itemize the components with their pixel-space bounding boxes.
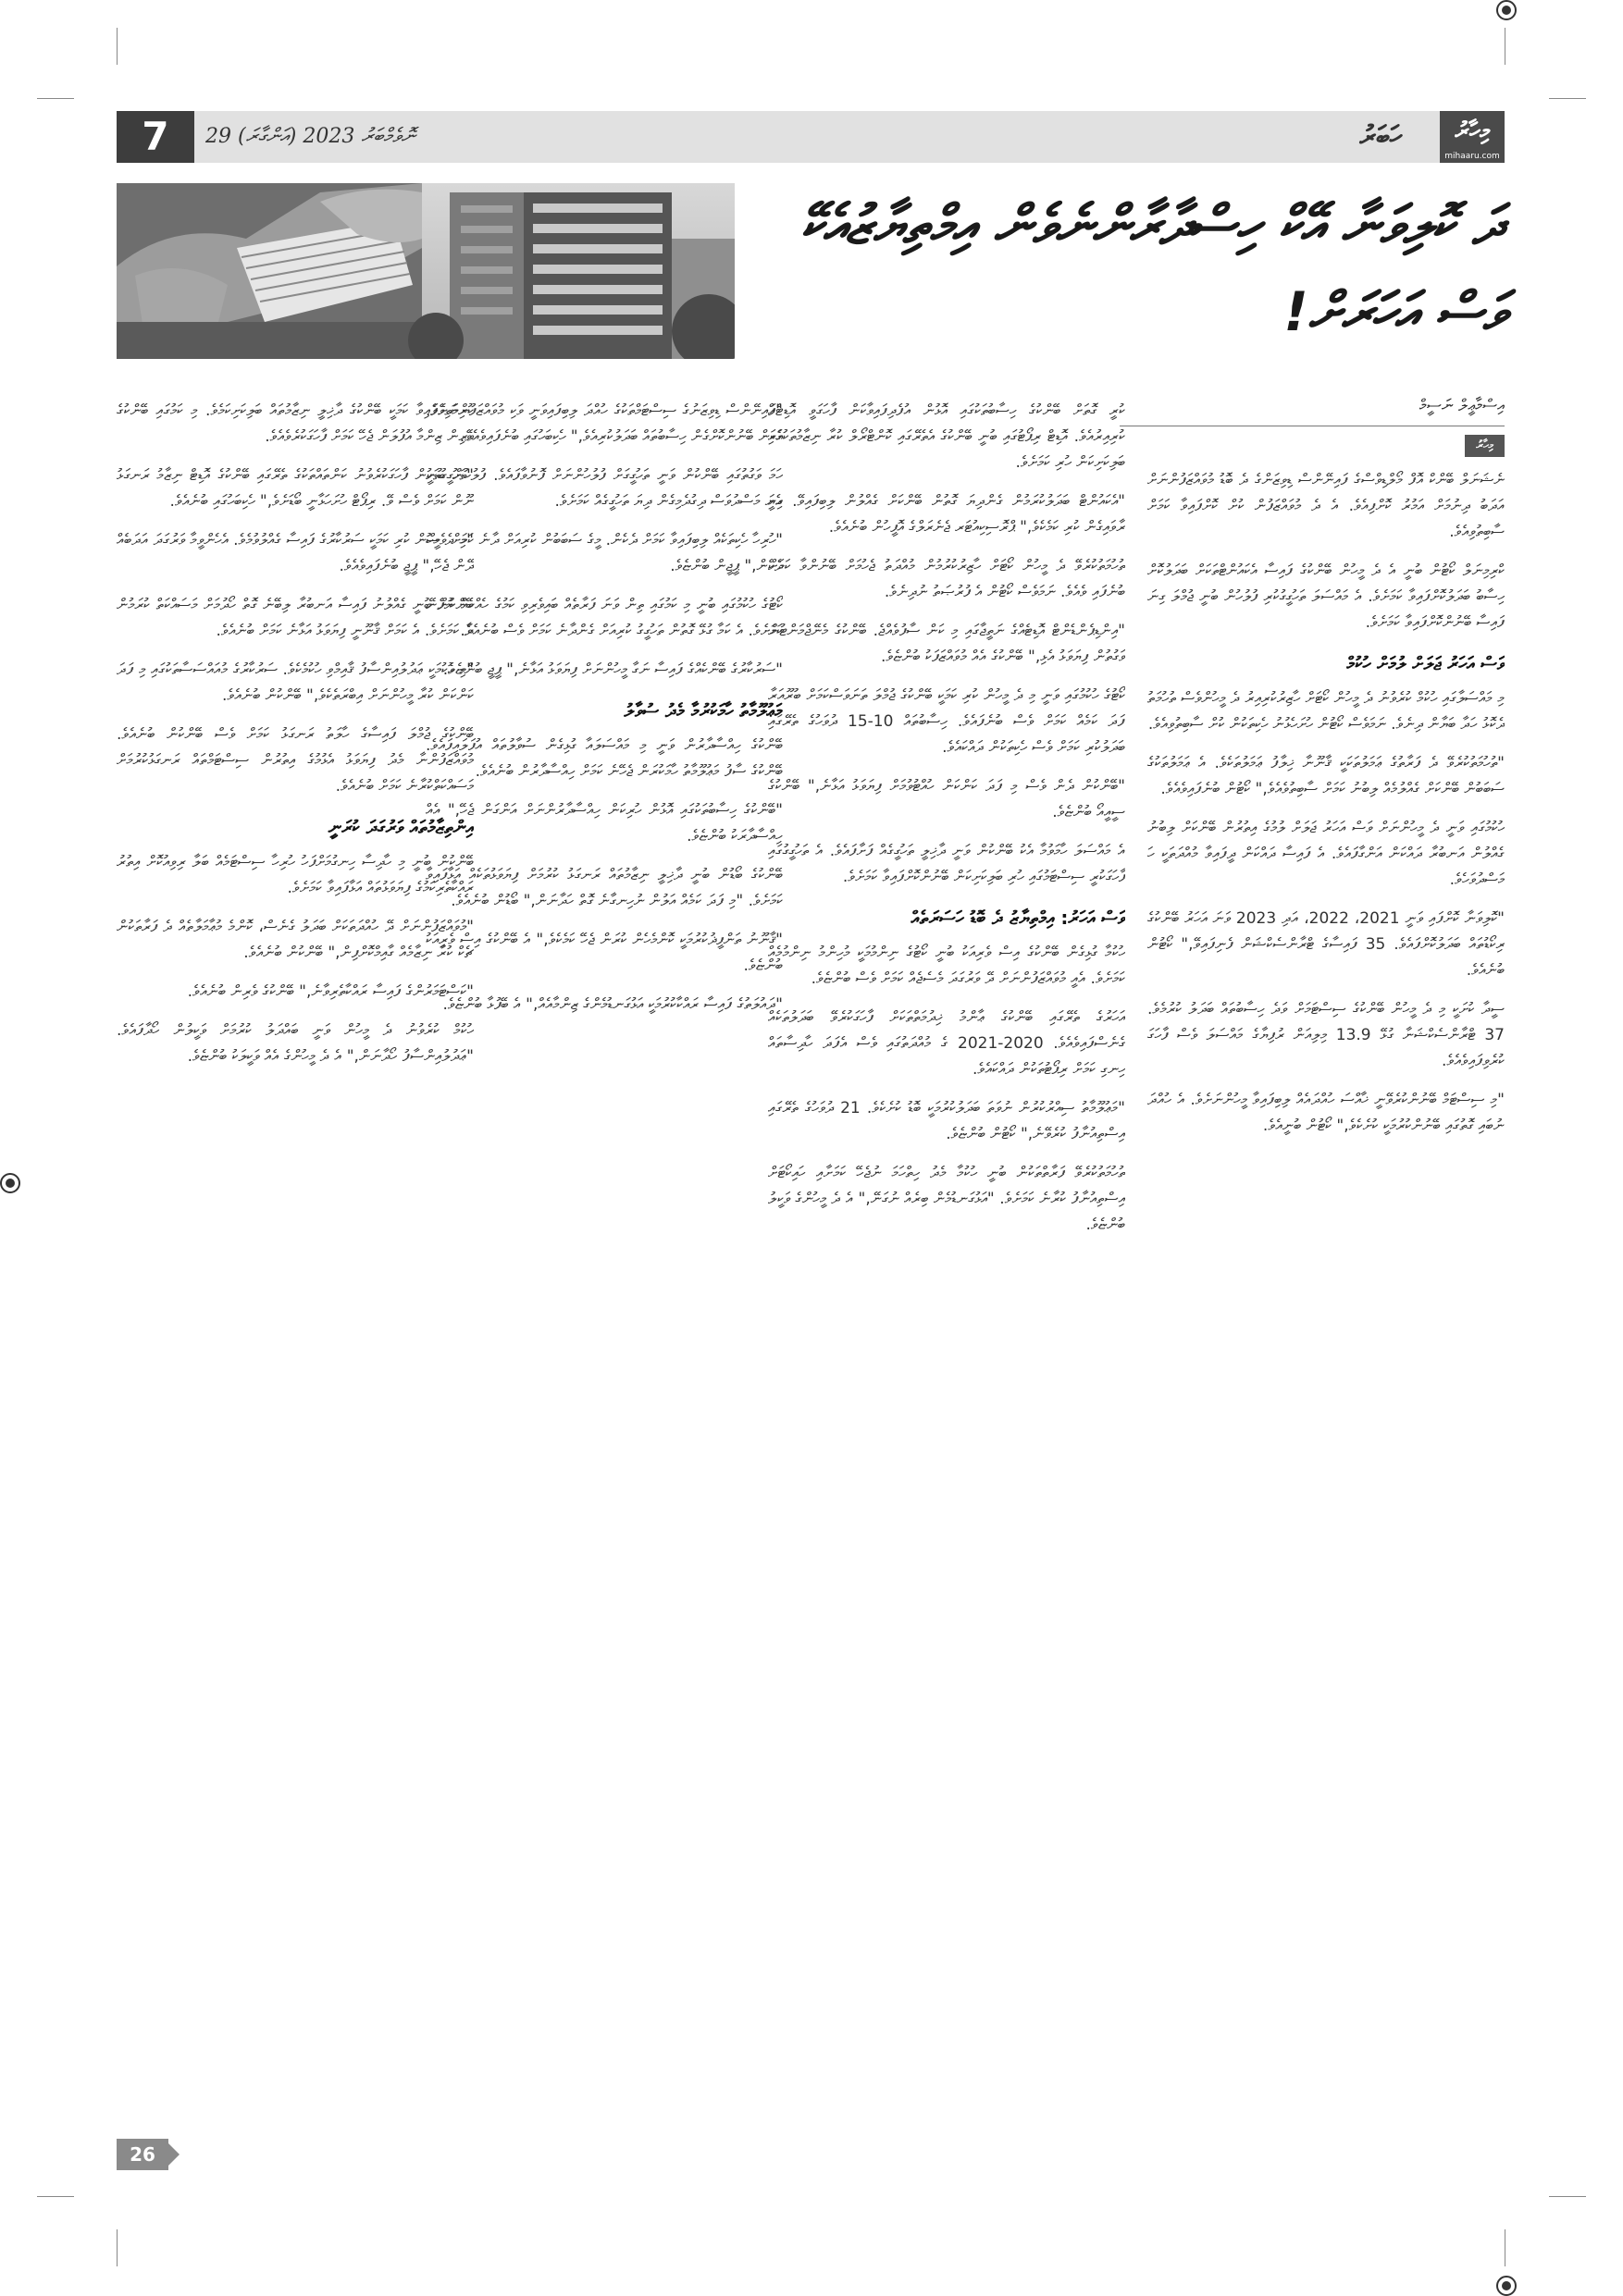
paragraph: ތުހުމަތުކުރެވޭ ދެ މީހުން ކޯޓަށް ހާޒިރުކުރުމުން މުއްދަތު ޖެހުމަށް ބޭނުންވާ ކަމަށް ބުނެފައި ވެއެވެ. ނަމަވެސް ކޯޓުން އެ ފުރުޞަތު ނުދިނެވެ. [768,557,1125,601]
photo-illustration [117,183,735,359]
section-name: ހަބަރު [1359,120,1403,153]
paragraph: ހަމަ ވަގުތުގައި ބޭންކުން ވަނީ ތަހުގީގަށް ފުލުހުންނަށް ފޮނުވާފައެވެ. ފުލުހުން ބުނީ ގިނަ މަސްދުވަސް ދިގުދެމިގެން ދިޔަ ތަހުގީގެއް ކަމަށެވެ. [426,466,783,511]
paragraph: ބޭންކުގެ ޖުމްލަ ފައިސާގެ ހާލަތު ރަނގަޅު ކަމަށް ވެސް ބޭންކުން ބުނެއެވެ. މުވައްޒަފުންނާ މެދު ފިޔަވަޅު އެޅުމުގެ އިތުރުން ސިސްޓަމްތައް ރަނގަޅުކުރުމަށް މަސައްކަތްކުރާނެ ކަމަށް ބުނެއެވެ. [117,725,474,796]
article-column-1 [1147,467,1505,2128]
paragraph: ބޭންކުގެ ބޯޑުން ބުނީ ދާޚިލީ ނިޒާމުތައް ރަނގަޅު ކުރުމަށް ފިޔަވަޅުތަކެއް އަޅާފައިވާ ކަމަށެވެ. "މި ފަދަ ކަމެއް އަލުން ނުހިނގާނެ ގޮތް ހަދާނަން," ބޯޑުން ބުނެއެވެ. [426,866,783,910]
paragraph: ތުހުމަތުކުރެވޭ ފަރާތްތަކުން ބުނީ ހުކުމާ މެދު ހިތްހަމަ ނުޖެހޭ ކަމަށާއި ހައިކޯޓަށް އިސްތިއުނާފު ކުރާނެ ކަމަށެވެ. "އަޅުގަނޑުމެން ބިރެއް ނުގަނޭ," އެ ދެ މީހުންގެ ވަކީލު ބުންޏެވެ. [768,1164,1125,1234]
article-column-3 [426,398,783,2128]
paragraph: ސީދާ ކުށަކީ މި ދެ މީހުން ބޭންކުގެ ސިސްޓަމަށް ވަދެ ހިސާބުތައް ބަދަލު ކުރުމެވެ. 37 ޓްރާންސެކްޝަނާ ގުޅޭ 13.9 މިލިއަން ރުފިޔާގެ މައްސަލަ ވެސް ފާހަގަ ކުރެވިފައިވެއެވެ. [1147,1000,1505,1070]
article-headline: ދަ ކޮލިވަނާ އޭކް ހިސްދާރާންނެވެން އިމްތިޔާޒުއެކޭ ވަސް އަހަރަށް! [800,193,1505,343]
logo-text: މިހާރު [1455,117,1490,145]
paragraph: ކުރިމަތިވެފައިވާ ކަމަކީ ބޭންކުގެ ދާޚިލީ ނިޒާމުތައް ބަލިކަށިކަމެވެ. މި ކަމުގައި ބޭންކުގެ ވެރިން ޒިންމާ އުފުލަން ޖެހޭ ކަމަށް ފާހަގަކުރެވެއެވެ. [117,401,474,446]
paragraph: "މި ދެ މީހުން ކުރި ކަމަކީ ސަރުކާރުގެ ފައިސާ ގެއްލުވުމެވެ. އެހެންވީމާ ވަރުގަދަ އަދަބެއް ދޭން ޖެހޭ," ޕީޖީ ބުނެފައިވެއެވެ. [117,531,474,575]
logo-url: mihaaru.com [1444,152,1500,161]
paragraph: "ޤާނޫނު ތަންފީޛުކުރުމަކީ ކޮންމެހެން ކުރަން ޖެހޭ ކަމެކެވެ," އެ ބޭންކުގެ އިސް ވެރިއަކު ބުންޏެވެ. [426,931,783,975]
registration-mark-top [1496,0,1517,20]
paragraph: "ތުހުމަތުކުރެވޭ ދެ ފަރާތުގެ ޢަމަލުތަކަކީ ޤާނޫނާ ޚިލާފު ޢަމަލުތަކެވެ. އެ ޢަމަލުތަކުގެ ސަބަބުން ބޭންކަށް ގެއްލުމެއް ލިބުނު ކަމަށް ސާބިތުވެއެވެ," ކޯޓުން ބުނެފައިވެއެވެ. [1147,754,1505,798]
paragraph: "މަޢުލޫމާތު ސިއްރުކުރުން ނުވަތަ ބަދަލުކުރުމަކީ ބޮޑު ކުށެކެވެ. 21 ދުވަހުގެ ތެރޭގައި އިސްތިއުނާފު ކުރެވޭނެ," ކޯޓުން ބުންޏެވެ. [768,1099,1125,1143]
paragraph: ހުކުމާ ގުޅިގެން ބޭންކުގެ އިސް ވެރިއަކު ބުނީ ކޯޓުގެ ނިންމުމަކީ މުހިންމު ނިންމުމެއް ކަމަށެވެ. އެއީ މުވައްޒަފުންނަށް ދޭ ވަރުގަދަ މެސެޖެއް ކަމަށް ވެސް ބުންޏެވެ. [768,944,1125,988]
crop-mark [117,28,118,65]
crop-mark [1549,2196,1586,2197]
paragraph: ހުކުމް ކުރެވުނު ދެ މީހުން ވަނީ ބައްދަލު ކުރުމަށް ވަކީލުން ހޯދާފައެވެ. "ޢަދުލުއިންސާފު ހޯދާނަން," އެ ދެ މީހުންގެ އެއް ވަކީލަކު ބުންޏެވެ. [117,1021,474,1066]
paragraph: ކުރީ ގޮތަށް ބޭންކުގެ ހިސާބުތަކުގައި އޮޅުން އުފެދިފައިވާކަން ފާހަގަވީ އޮޑިޓެއް ކުރިއިރުއެވެ. އޮޑިޓް ރިޕޯޓުގައި ބުނީ ބޭންކުގެ އެތެރޭގައި ކޮންޓްރޯލް ކުރާ ނިޒާމުތަކުގައި ބަލިކަށިކަން ހުރި ކަމަށެވެ. [768,401,1125,472]
paragraph: "މުވައްޒަފުންނަށް ދޭ ހުއްދަތަކަށް ބަދަލު ގެނެސް، ކޮންމެ މުޢާމަލާތެއް ދެ ފަރާތަކުން ޗެކް ކުރާ ނިޒާމެއް ގާއިމްކޮށްފިން," ބޭންކުން ބުނެއެވެ. [117,918,474,962]
article-column-4 [117,398,474,2128]
subheading: މަޢުލޫމާތު ހާމަކުރުމާ މެދު ސުވާލު [624,699,783,722]
subheading: އިންތިޒާމުތައް ވަރުގަދަ ކުރަނީ [328,816,474,838]
paragraph: "ބޭންކުގެ ހިސާބުތަކުގައި އޮޅުން ހުރިކަން ހިއްސާދާރުންނަށް އަންގަން ޖެހޭ," އެއް ހިއްސާދާރަކު ބުންޏެވެ. [426,801,783,846]
crop-mark [37,2196,74,2197]
paragraph: ކްރިމިނަލް ކޯޓުން ބުނީ އެ ދެ މީހުން ބޭންކުގެ ފައިސާ އެކައުންޓްތަކަށް ބަދަލުކޮށް ހިސާބު ބަދަލުކޮށްފައިވާ ކަމަށެވެ. އެ މައްސަލަ ތަހުގީގުކުރި ފުލުހުން ބުނީ ޖުމްލަ ގިނަ ފައިސާ ބޭނުންކޮށްފައިވާ ކަމަށެވެ. [1147,562,1505,632]
crop-mark [1549,98,1586,99]
paragraph: "ސަރުކާރުގެ ބޭންކެއްގެ ފައިސާ ނަގާ މީހުންނަށް ފިޔަވަޅު އަޅާނެ," ޕީޖީ ބުންޏެވެ. [442,660,783,679]
registration-mark-bottom [1496,2276,1517,2296]
page-number: 7 [117,111,194,163]
paragraph: "ތަހުގީގުތަކުން ފާހަގަކުރެވުނު ކަންތައްތަކުގެ ތެރޭގައި ބޭންކުގެ އޮޑިޓް ނިޒާމު ރަނގަޅު ނޫން ކަމަށް ވެސް ވޭ. ރިޕޯޓް ހުށަހަޅާނީ ބޯޑަށެވެ," ހެކިބަހުގައި ބުނެއެވެ. [117,466,474,511]
paragraph: ކޯޓުގެ ހުކުމުގައި ބުނީ މި ކަމުގައި ތިން ވަނަ ފަރާތެއް ބައިވެރިވި ކަމުގެ ހެއްކެއް ނުފެނޭ ކަމަށެވެ. އެ ކަމާ ގުޅޭ ގޮތުން ތަހުގީގު ކުރިއަށް ގެންދާނެ ކަމަށް ވެސް ބުނެއެވެ. [426,596,783,640]
issue-date: 29 ނޮވެމްބަރު 2023 (އަންގާރަ) [205,125,415,148]
subheading: ވަސް އަހަރު: އިމްތިޔާޒު ދެ ބޮޑު ހަސަރަތެއް [911,907,1125,929]
subheading: ވަސް އަހަރު ޖަލަށް ލުމަށް ހުކުމް [1346,652,1505,674]
article-column-2 [768,398,1125,2128]
crop-mark [117,2229,118,2266]
paragraph: އެ މައްސަލަ ހާމަވުމާ އެކު ބޭންކުން ވަނީ ދާޚިލީ ތަހުގީގެއް ފަށާފައެވެ. އެ ތަހުގީގުގައި ފާހަގަކުރީ ސިސްޓަމުގައި ހުރި ބަލިކަށިކަން ބޭނުންކޮށްފައިވާ ކަމަށެވެ. [768,842,1125,886]
paragraph: "ދައުލަތުގެ ފައިސާ ރައްކާކުރުމަކީ އަޅުގަނޑުމެންގެ ޒިންމާއެއް," އެ ބޭފުޅާ ބުންޏެވެ. [442,995,783,1014]
paragraph: ބޭންކުން ބުނީ ގެއްލުނު ފައިސާ އަނބުރާ ލިބޭނެ ގޮތް ހޯދުމަށް މަސައްކަތް ކުރަމުން ދާ ކަމަށެވެ. އެ ކަމަށް ޤާނޫނީ ފިޔަވަޅު އަޅާނެ ކަމަށް ބުނެއެވެ. [117,596,474,640]
paragraph: "މި ހުކުމަކީ ޢަދުލުއިންސާފު ޤާއިމްވި ހުކުމެކެވެ. ސަރުކާރުގެ މުއައްސަސާތަކުގައި މި ފަދަ ކަންކަން ކުރާ މީހުންނަށް އިބްރަތެކެވެ," ބޭންކުން ބުނެއެވެ. [117,660,474,705]
crop-mark [37,98,74,99]
paragraph: "އެކައުންޓް ބަދަލުކުރަމުން ގެންދިޔަ ގޮތުން ބޭންކަށް ގެއްލުން ލިބިފައިވޭ. އެއީ ރާވައިގެން ކުރި ކަމެކެވެ," ޕްރޮސިކިއުޓަރ ޖެނެރަލްގެ އޮފީހުން ބުނެއެވެ. [768,492,1125,537]
paragraph: "ކޮލިވަނާ ކޮށްފައި ވަނީ 2021، 2022، އަދި 2023 ވަނަ އަހަރު ބޭންކުގެ ރިކޯޑުތައް ބަދަލުކޮށްފައެވެ. 35 ފައިސާގެ ޓްރާންސެކްޝަން ފެނިފައިވޭ," ކޯޓުން ބުނެއެވެ. [1147,909,1505,980]
byline: އިސްމާޢީލް ނަސީމް [1419,396,1505,415]
masthead-logo [1440,111,1505,163]
article-photo [117,183,735,359]
paragraph: "މި ސިސްޓަމް ބޭނުންކުރެވޭނީ ޚާއްސަ ހުއްދައެއް ލިބިފައިވާ މީހުންނަށެވެ. އެ ހުއްދަ ނުބައި ގޮތުގައި ބޭނުންކުރުމަކީ ކުށެކެވެ," ކޯޓުން ބުނީއެވެ. [1147,1091,1505,1135]
source-badge: މިހާރު [1465,435,1505,457]
continued-from-page: 26 [117,2139,168,2170]
paragraph: ކޯޓުގެ ހުކުމުގައި ވަނީ މި ދެ މީހުން ކުރި ކަމަކީ ބޭންކުގެ ޖުމްލަ ތަނަވަސްކަމަށް ބުރޫއަރާ ފަދަ ކަމެއް ކަމަށް ވެސް ބުނެފައެވެ. ހިސާބުތައް 10-15 ދުވަހުގެ ތެރޭގައި ބަދަލުކުރި ކަމަށް ވެސް ހެކިތަކުން ދައްކައެވެ. [768,686,1125,757]
paragraph: ނެޝަނަލް ބޭންކް އޮފް މޯލްޑިވްސްގެ ފައިނޭންސް ޑިވިޒަންގެ ދެ ބޮޑު މުވައްޒަފުންނަށް އަދަބު ދިނުމަށް އަމުރު ކޮށްފިއެވެ. އެ ދެ މުވައްޒަފުން ކުށް ކޮށްފައިވާ ކަމަށް ސާބިތުވިއެވެ. [1147,471,1505,541]
paragraph: ބޭންކުގެ ހިއްސާދާރުން ވަނީ މި މައްސަލައާ ގުޅިގެން ސުވާލުތައް އުފަލައިފައެވެ. ބޭންކުގެ ސާފު މަޢުލޫމާތު ހާމަކުރަން ޖެހޭނެ ކަމަށް ހިއްސާދާރުން ބުނެއެވެ. [426,736,783,781]
paragraph: "ފައިނޭންސް ޑިވިޒަނުގެ ސިސްޓަމްތަކުގެ ހުއްދަ ލިބިފައިވަނީ ވަކި މުވައްޒަފުންނަށެވެ. އެކަން ބޭނުންކޮށްގެން ހިސާބުތައް ބަދަލުކުރިއެވެ," ހެކިބަހުގައި ބުނެފައިވެއެވެ. [426,401,783,446]
paragraph: "ހުރިހާ ހެކިތަކެއް ލިބިފައިވާ ކަމަށް ދެކެން. މީގެ ސަބަބުން ކުރިއަށް ދާނެ ކަމަށް ވެސް ދެކެން," ޕީޖީން ބުންޏެވެ. [426,531,783,575]
paragraph: މި މައްސަލާގައި ހުކުމް ކުރެވުނު ދެ މީހުން ކޯޓަށް ހާޒިރުކުރިއިރު ދެ މީހުންވެސް ތުހުމަތު ދެކޮޅު ހަދާ ބަޔާން ދިނެވެ. ނަމަވެސް ކޯޓުން ހުށަހެޅުނު ހެކިތަކުން ކުށް ސާބިތުވިއެވެ. [1147,689,1505,734]
registration-mark-left [0,1173,20,1193]
paragraph: އަހަރުގެ ތެރޭގައި ބޭންކުގެ ޢާންމު ޚިދުމަތްތަކަށް ފާހަގަކުރެވޭ ބަދަލުތަކެއް ގެނެސްފައިވެއެވެ. 2020-2021 ގެ މުއްދަތުގައި ވެސް އެފަދަ ހާދިސާތައް ހިނގި ކަމަށް ރިޕޯޓުތަކުން ދައްކައެވެ. [768,1008,1125,1079]
paragraph: "އިންޑިޕެންޑެންޓް އޮޑިޓެއްގެ ނަތީޖާގައި މި ކަން ސާފުވެއްޖެ. ބޭންކުގެ މެނޭޖްމަންޓުން ވަގުތުން ފިޔަވަޅު އެޅި," ބޭންކުގެ އެއް މުވައްޒަފަކު ބުންޏެވެ. [768,622,1125,666]
paragraph: "ކަސްޓަމަރުންގެ ފައިސާ ރައްކާތެރިވާނެ," ބޭންކުގެ ވެރިން ބުނެއެވެ. [187,982,474,1001]
paragraph: ހުކުމުގައި ވަނީ ދެ މީހުންނަށް ވަސް އަހަރު ޖަލަށް ލުމުގެ އިތުރުން ބޭންކަށް ލިބުނު ގެއްލުން އަނބުރާ ދައްކަން އަންގާފައެވެ. އެ ފައިސާ ދައްކަން ދީފައިވާ މުއްދަތަކީ ހަ މަސްދުވަހެވެ. [1147,819,1505,889]
paragraph: ބޭންކުން ބުނީ މި ހާދިސާ ހިނގުމަށްފަހު ހުރިހާ ސިސްޓަމެއް ބަލާ ރިވިއުކޮށް އިތުރު ރައްކާތެރިކަމުގެ ފިޔަވަޅުތައް އަޅާފައިވާ ކަމަށެވެ. [117,853,474,897]
paragraph: "ބޭންކުން ދެން ވެސް މި ފަދަ ކަންކަން ހުއްޓުވުމަށް ފިޔަވަޅު އަޅާނެ," ބޭންކުގެ ސީއީއޯ ބުންޏެވެ. [768,777,1125,821]
